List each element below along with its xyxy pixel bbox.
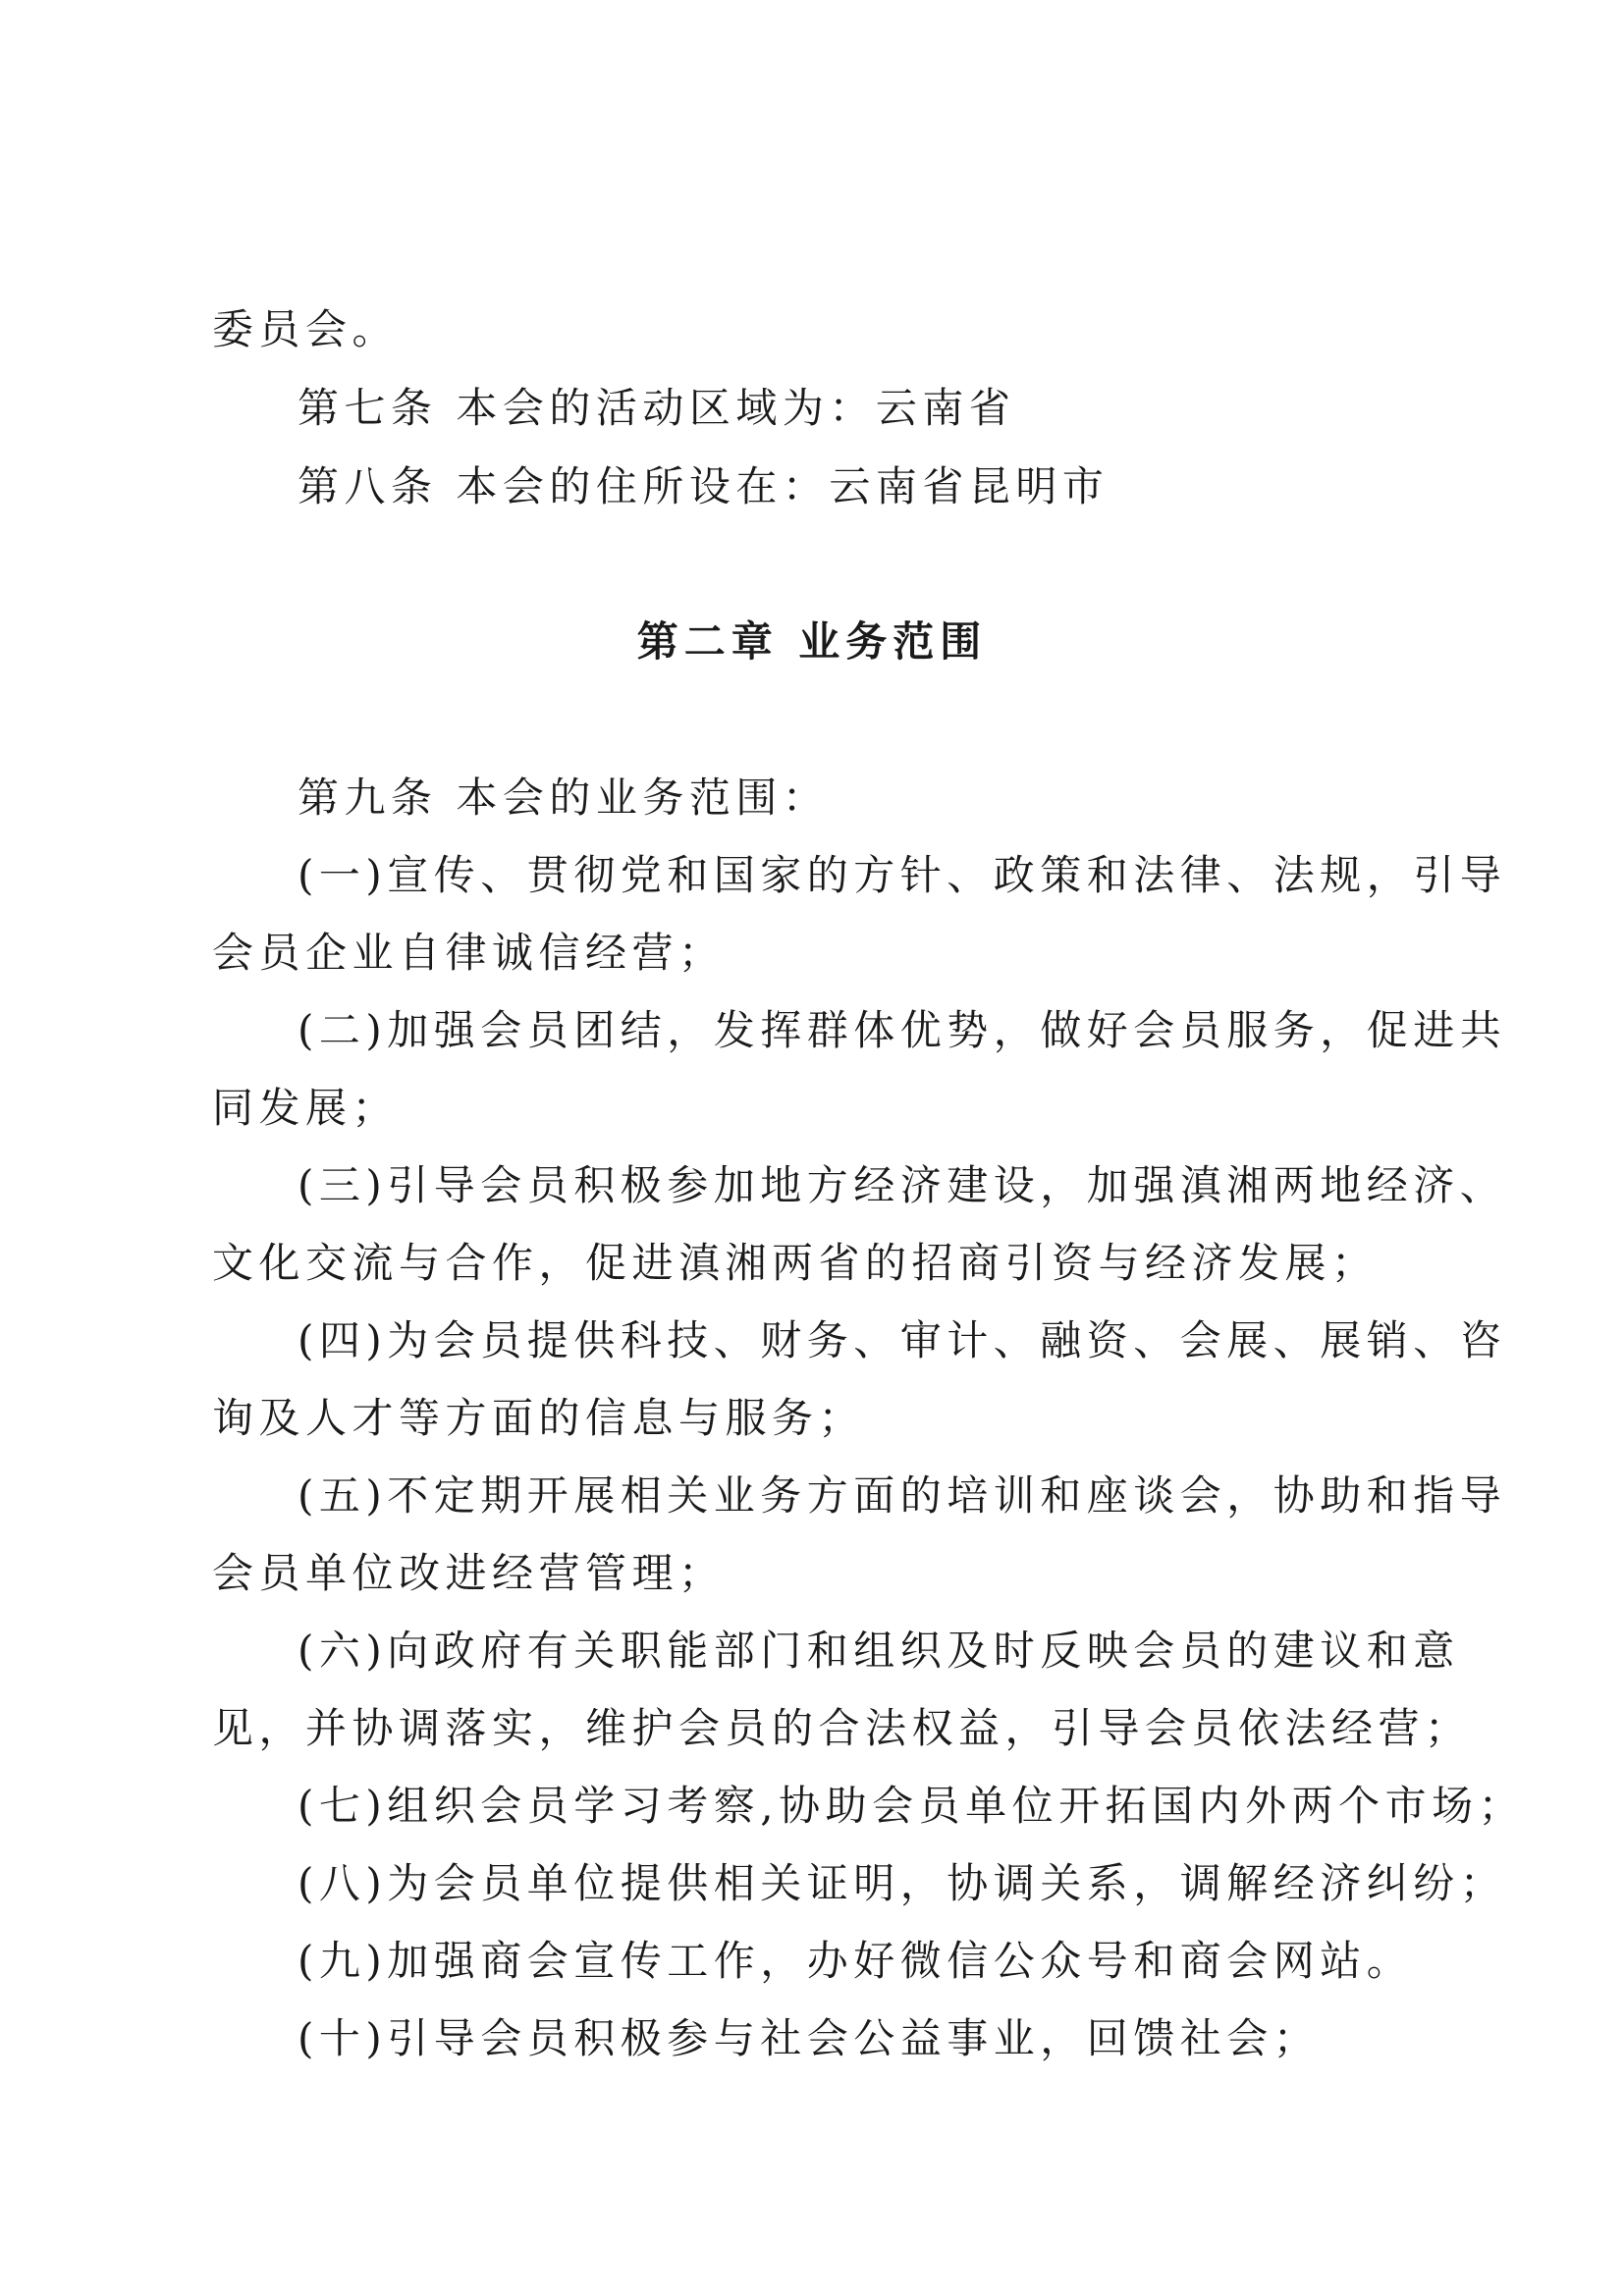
item-4-line-2: 询及人才等方面的信息与服务； bbox=[212, 1394, 866, 1442]
text-line-committee: 委员会。 bbox=[212, 305, 400, 353]
article-8: 第八条 本会的住所设在：云南省昆明市 bbox=[298, 462, 1110, 510]
item-4-line-1: (四)为会员提供科技、财务、审计、融资、会展、展销、咨 bbox=[298, 1316, 1507, 1364]
item-3-line-2: 文化交流与合作，促进滇湘两省的招商引资与经济发展； bbox=[212, 1239, 1379, 1287]
item-7: (七)组织会员学习考察,协助会员单位开拓国内外两个市场； bbox=[298, 1782, 1526, 1830]
item-6-line-1: (六)向政府有关职能部门和组织及时反映会员的建议和意 bbox=[298, 1627, 1460, 1675]
item-5-line-2: 会员单位改进经营管理； bbox=[212, 1549, 726, 1597]
chapter-heading: 第二章 业务范围 bbox=[636, 617, 988, 666]
item-5-line-1: (五)不定期开展相关业务方面的培训和座谈会，协助和指导 bbox=[298, 1471, 1507, 1520]
item-3-line-1: (三)引导会员积极参加地方经济建设，加强滇湘两地经济、 bbox=[298, 1161, 1507, 1209]
item-2-line-1: (二)加强会员团结，发挥群体优势，做好会员服务，促进共 bbox=[298, 1006, 1507, 1054]
article-9: 第九条 本会的业务范围： bbox=[298, 774, 830, 822]
item-9: (九)加强商会宣传工作，办好微信公众号和商会网站。 bbox=[298, 1937, 1414, 1985]
item-6-line-2: 见，并协调落实，维护会员的合法权益，引导会员依法经营； bbox=[212, 1704, 1472, 1752]
item-1-line-1: (一)宣传、贯彻党和国家的方针、政策和法律、法规，引导 bbox=[298, 851, 1507, 899]
item-8: (八)为会员单位提供相关证明，协调关系，调解经济纠纷； bbox=[298, 1859, 1507, 1907]
item-10: (十)引导会员积极参与社会公益事业，回馈社会； bbox=[298, 2014, 1321, 2062]
item-1-line-2: 会员企业自律诚信经营； bbox=[212, 929, 726, 977]
item-2-line-2: 同发展； bbox=[212, 1084, 400, 1132]
article-7: 第七条 本会的活动区域为：云南省 bbox=[298, 384, 1016, 432]
